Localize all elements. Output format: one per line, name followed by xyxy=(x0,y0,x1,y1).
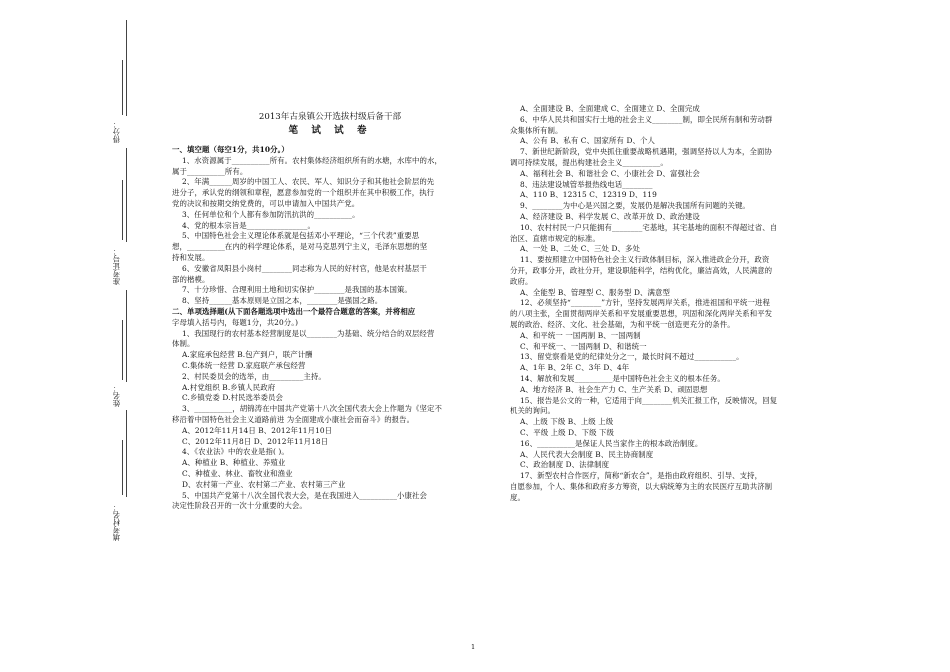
page-number: 1 xyxy=(471,643,476,651)
question-line: 治区、直辖市规定的标准。 xyxy=(510,233,600,243)
left-column xyxy=(172,145,462,512)
exam-subtitle: 笔 试 试 卷 xyxy=(288,125,372,136)
question-line: 5、中国共产党第十八次全国代表大会，是在我国进入__________小康社会 xyxy=(182,490,428,500)
question-line: 众集体所有制。 xyxy=(510,125,563,135)
question-line: A、福利社会 B、和谐社会 C、小康社会 D、富强社会 xyxy=(520,168,700,178)
score-label: 得分： xyxy=(112,116,138,148)
question-line: 1、我国现行的农村基本经营制度是以________为基础、统分结合的双层经营 xyxy=(182,328,435,338)
question-line: 2、年满______周岁的中国工人、农民、军人、知识分子和其他社会阶层的先 xyxy=(182,177,435,187)
question-line: A、全面建设 B、全面建成 C、全面建立 D、全面完成 xyxy=(520,104,700,113)
question-line: 12、必须坚持“________”方针，坚持发展两岸关系，推进祖国和平统一进程 xyxy=(520,298,770,308)
question-line: 持和发展。 xyxy=(172,252,210,262)
question-line: C、平级 上级 D、下级 下级 xyxy=(520,427,615,437)
question-line: 展的政治、经济、文化、社会基础，为和平统一创造更充分的条件。 xyxy=(510,319,735,329)
question-line: 机关的询问。 xyxy=(510,406,555,416)
question-line: 7、十分珍惜、合理利用土地和切实保护________是我国的基本国策。 xyxy=(182,285,412,295)
question-line: A、全能型 B、管理型 C、服务型 D、满意型 xyxy=(520,287,670,297)
question-line: 的八项主张，全面贯彻两岸关系和平发展重要思想，巩固和深化两岸关系和平发 xyxy=(510,309,773,319)
question-line: 8、坚持______基本原则是立国之本，________是强国之路。 xyxy=(182,296,383,306)
question-line: 属于__________所有。 xyxy=(172,166,248,176)
name-fill-line xyxy=(122,320,123,380)
section-heading: 一、填空题（每空1分，共10分。） xyxy=(172,145,289,154)
question-line: C、政治制度 D、法律制度 xyxy=(520,460,610,470)
question-line: A、地方经济 B、社会生产力 C、生产关系 D、顽固思想 xyxy=(520,384,708,394)
question-line: 8、违法建设城管举报热线电话________ xyxy=(520,179,653,189)
id-fill-line xyxy=(122,180,123,240)
question-line: 6、安徽省凤阳县小岗村________同志称为人民的好村官，他是农村基层干 xyxy=(182,263,427,273)
question-line: A、人民代表大会制度 B、民主协商制度 xyxy=(520,449,654,459)
question-line: 17、新型农村合作医疗，简称“新农合”，是指由政府组织、引导、支持， xyxy=(520,471,763,481)
question-line: A、种植业 B、种植业、养殖业 xyxy=(182,458,286,468)
question-line: A、公有 B、私有 C、国家所有 D、个人 xyxy=(520,136,655,146)
question-line: C、种植业、林业、畜牧业和渔业 xyxy=(182,468,293,478)
question-line: 10、农村村民一户只能拥有________宅基地，其宅基地的面积不得超过省、自 xyxy=(520,222,778,232)
question-line: 调可持续发展，提出构建社会主义__________。 xyxy=(510,157,668,167)
question-line: 1、水资源属于__________所有。农村集体经济组织所有的水塘，水库中的水， xyxy=(182,155,442,165)
question-line: A、经济建设 B、科学发展 C、改革开放 D、政治建设 xyxy=(520,211,700,221)
question-line: A、和平统一 一国两制 B、一国两制 xyxy=(520,330,641,340)
question-line: 16、__________是保证人民当家作主的根本政治制度。 xyxy=(520,438,703,448)
question-line: 2、村民委员会的选举，由_________主持。 xyxy=(182,371,326,381)
question-line: C.乡镇党委 D.村民选举委员会 xyxy=(182,393,283,403)
question-line: 政府。 xyxy=(510,276,533,286)
question-line: 决定性阶段召开的一次十分重要的大会。 xyxy=(172,501,307,511)
question-line: 想，__________在内的科学理论体系，是对马克思列宁主义，毛泽东思想的坚 xyxy=(172,242,428,252)
name-label: 姓名： xyxy=(112,382,138,410)
question-line: 6、中华人民共和国实行土地的社会主义________制，即全民所有制和劳动群 xyxy=(520,114,773,124)
exam-id-label: 准考证号： xyxy=(112,242,138,290)
right-column xyxy=(510,104,800,503)
question-line: 9、________为中心是兴国之要，发展仍是解决我国所有问题的关键。 xyxy=(520,201,750,211)
question-line: 14、解放和发展__________是中国特色社会主义的根本任务。 xyxy=(520,373,725,383)
question-line: 党的决议和按期交纳党费的，可以申请加入中国共产党。 xyxy=(172,198,360,208)
question-line: 11、要按照建立中国特色社会主义行政体制目标，深入推进政企分开，政资 xyxy=(520,255,770,265)
question-line: 5、中国特色社会主义理论体系就是包括邓小平理论，“三个代表”重要思 xyxy=(182,231,420,241)
question-line: 7、新世纪新阶段，党中央抓住重要战略机遇期，强调坚持以人为本，全面协 xyxy=(520,147,772,157)
question-line: A.村党组织 B.乡镇人民政府 xyxy=(182,382,276,392)
question-line: 部的楷模。 xyxy=(172,274,210,284)
question-line: 度。 xyxy=(510,492,525,502)
question-line: 字母填入括号内，每题1分，共20分。) xyxy=(172,317,299,327)
question-line: 13、留党察看是党的纪律处分之一，最长时间不超过___________。 xyxy=(520,352,744,362)
question-line: 分开，政事分开，政社分开，建设职能科学，结构优化，廉洁高效，人民满意的 xyxy=(510,265,773,275)
question-line: 4、《农业法》中的农业是指( )。 xyxy=(182,447,289,457)
exam-title: 2013年古泉镇公开选拔村级后备干部 xyxy=(258,112,402,122)
question-line: A、1年 B、2年 C、3年 D、4年 xyxy=(520,363,630,373)
question-line: D、农村第一产业、农村第二产业、农村第三产业 xyxy=(182,479,346,489)
village-label: 填考村名： xyxy=(112,497,138,547)
question-line: 体制。 xyxy=(172,339,195,349)
question-line: C.集体统一经营 D.家庭联产承包经营 xyxy=(182,360,306,370)
question-line: 进分子，承认党的纲领和章程，愿意参加党的一个组织并在其中积极工作，执行 xyxy=(172,188,435,198)
village-fill-line xyxy=(122,440,123,495)
question-line: 移沿着中国特色社会主义道路前进 为全面建成小康社会而奋斗》的报告。 xyxy=(172,414,415,424)
score-fill-line xyxy=(122,60,123,115)
question-line: C、和平统一、一国两制 D、和谐统一 xyxy=(520,341,647,351)
question-line: 3、__________，胡锦涛在中国共产党第十八次全国代表大会上作题为《坚定不 xyxy=(182,404,442,414)
section-heading: 二、单项选择题(从下面各题选项中选出一个最符合题意的答案，并将相应 xyxy=(172,306,416,316)
question-line: A、2012年11月14日 B、2012年11月10日 xyxy=(182,425,333,435)
question-line: A、110 B、12315 C、12319 D、119 xyxy=(520,190,657,200)
question-line: A、上级 下级 B、上级 上级 xyxy=(520,417,614,427)
question-line: 自愿参加，个人、集体和政府多方筹资，以大病统筹为主的农民医疗互助共济制 xyxy=(510,481,773,491)
exam-binding-sidebar xyxy=(112,20,148,540)
question-line: A.家庭承包经营 B.包产到户，联产计酬 xyxy=(182,350,313,360)
question-line: A、一处 B、二处 C、三处 D、多处 xyxy=(520,244,640,254)
question-line: C、2012年11月8日 D、2012年11月18日 xyxy=(182,436,329,446)
question-line: 4、党的根本宗旨是________________。 xyxy=(182,220,315,230)
question-line: 15、报告是公文的一种，它适用于向________机关汇报工作，反映情况，回复 xyxy=(520,395,778,405)
question-line: 3、任何单位和个人都有参加防汛抗洪的__________。 xyxy=(182,209,360,219)
